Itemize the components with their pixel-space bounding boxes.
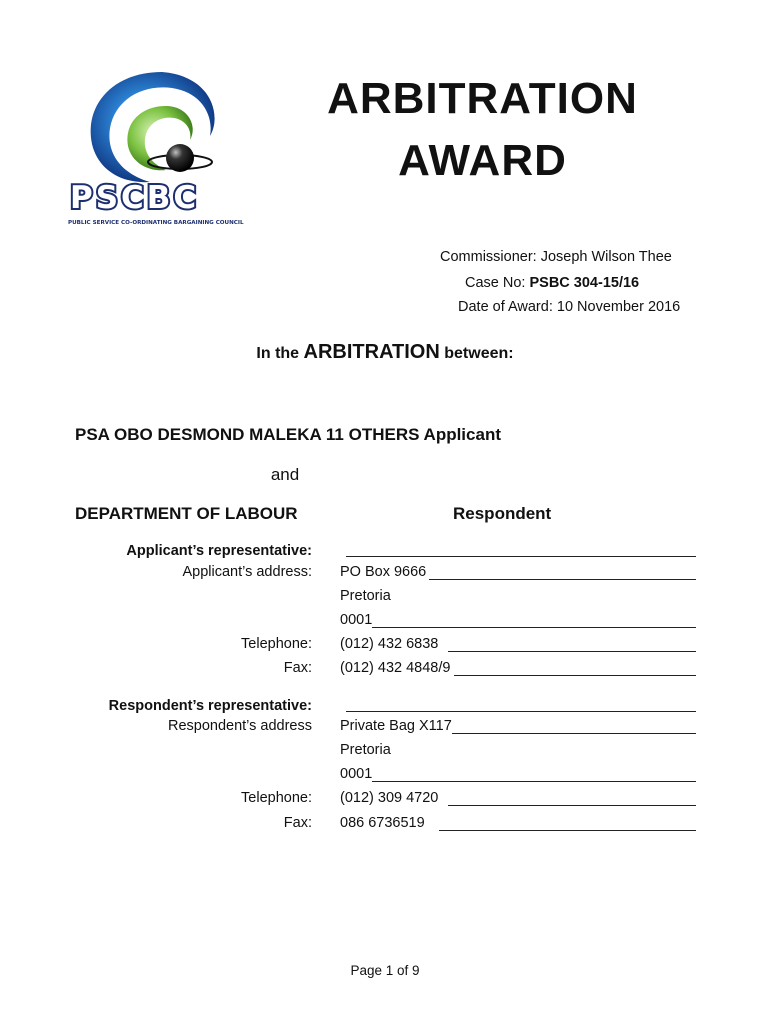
blank-line [372,768,696,782]
date-of-award: Date of Award: 10 November 2016 [458,299,681,315]
pscbc-logo [62,66,267,228]
commissioner: Commissioner: Joseph Wilson Thee [440,249,672,265]
applicant-party: PSA OBO DESMOND MALEKA 11 OTHERS Applicant [75,425,501,444]
blank-line [448,792,696,806]
respondent-address-label: Respondent’s address [167,718,312,734]
respondent-rep-label: Respondent’s representative: [108,698,312,714]
and-text: and [270,465,300,484]
respondent-party: DEPARTMENT OF LABOUR [75,504,298,523]
blank-line [429,566,696,580]
between-post: between: [439,345,514,362]
applicant-fax-label: Fax: [283,660,312,676]
title-line-2: AWARD [398,136,567,185]
respondent-role: Respondent [453,504,552,523]
blank-line [448,638,696,652]
applicant-tel-label: Telephone: [241,636,312,652]
applicant-address-label: Applicant’s address: [182,564,312,580]
case-value: PSBC 304-15/16 [529,275,640,291]
blank-line [346,698,696,712]
applicant-address-2 [340,588,696,604]
applicant-rep-value [340,543,696,557]
case-number [465,275,639,291]
case-label: Case No: [465,275,526,291]
title-line-1: ARBITRATION [327,74,638,123]
page-number: Page 1 of 9 [350,963,420,978]
respondent-address-2-text: Pretoria [340,742,391,758]
applicant-rep-label: Applicant’s representative: [126,543,312,559]
logo-wordmark: PSCBC [70,180,200,216]
respondent-tel-label: Telephone: [241,790,312,806]
respondent-address-3 [340,766,696,782]
blank-line [452,720,696,734]
between-big: ARBITRATION [303,341,440,363]
applicant-fax-text: (012) 432 4848/9 [340,660,451,676]
respondent-address-3-text: 0001 [340,766,373,782]
respondent-fax-text: 086 6736519 [340,815,425,831]
logo-subtitle: PUBLIC SERVICE CO-ORDINATING BARGAINING COUNCIL [68,220,244,226]
applicant-address-3-text: 0001 [340,612,373,628]
respondent-address-1-text: Private Bag X117 [340,718,452,734]
applicant-address-2-text: Pretoria [340,588,391,604]
pscbc-emblem-icon [62,66,267,228]
respondent-address-1 [340,718,696,734]
blank-line [454,662,696,676]
respondent-tel-text: (012) 309 4720 [340,790,439,806]
respondent-fax [340,815,696,831]
between-heading [0,341,770,364]
respondent-address-2 [340,742,696,758]
between-pre: In the [256,345,304,362]
applicant-address-1 [340,564,696,580]
respondent-fax-label: Fax: [283,815,312,831]
respondent-rep-value [340,698,696,712]
applicant-tel [340,636,696,652]
respondent-tel [340,790,696,806]
applicant-address-1-text: PO Box 9666 [340,564,427,580]
blank-line [439,817,696,831]
applicant-tel-text: (012) 432 6838 [340,636,439,652]
blank-line [346,543,696,557]
blank-line [372,614,696,628]
applicant-fax [340,660,696,676]
applicant-address-3 [340,612,696,628]
